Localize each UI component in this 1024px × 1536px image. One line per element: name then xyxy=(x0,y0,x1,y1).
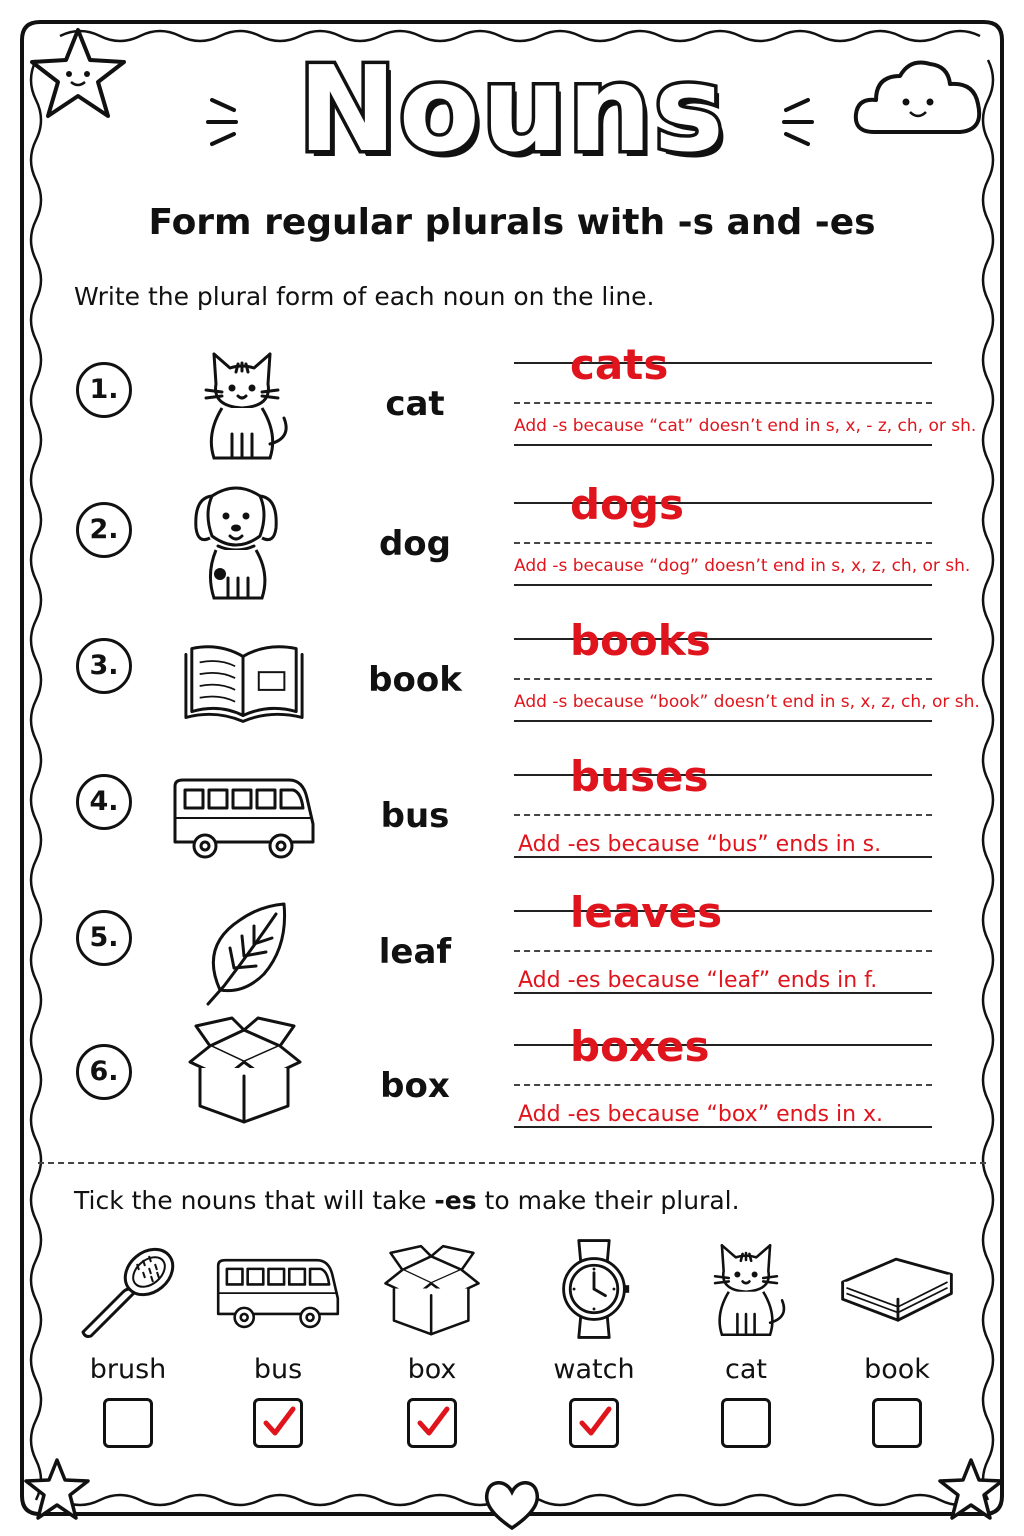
tick-checkbox[interactable] xyxy=(407,1398,457,1448)
heart-icon xyxy=(480,1476,544,1532)
cat-icon xyxy=(703,1228,789,1344)
tick-instructions: Tick the nouns that will take -es to make their plural. xyxy=(74,1186,740,1215)
noun-word: dog xyxy=(378,524,452,564)
guide-line xyxy=(514,814,932,816)
base-line xyxy=(514,1126,932,1128)
answer-text[interactable]: leaves xyxy=(570,888,723,937)
box-icon xyxy=(377,1244,487,1342)
page-subtitle: Form regular plurals with -s and -es xyxy=(148,202,876,243)
item-number: 6. xyxy=(76,1044,132,1100)
guide-line xyxy=(514,542,932,544)
answer-text[interactable]: dogs xyxy=(570,480,684,529)
cat-icon xyxy=(192,334,292,468)
tick-checkbox[interactable] xyxy=(253,1398,303,1448)
tick-label: box xyxy=(407,1354,457,1385)
closed-book-icon xyxy=(835,1240,959,1330)
instructions: Write the plural form of each noun on the line. xyxy=(74,282,655,311)
tick-label: book xyxy=(864,1354,930,1385)
page-title: Nouns xyxy=(297,40,727,178)
guide-line xyxy=(514,1084,932,1086)
guide-line xyxy=(514,402,932,404)
item-number: 1. xyxy=(76,362,132,418)
tick-label: watch xyxy=(553,1354,635,1385)
brush-icon xyxy=(73,1240,183,1344)
checkmark-icon xyxy=(576,1403,614,1441)
explanation-text: Add -s because “dog” doesn’t end in s, x, z, ch, or sh. xyxy=(514,556,971,576)
answer-text[interactable]: buses xyxy=(570,752,709,801)
answer-text[interactable]: boxes xyxy=(570,1022,710,1071)
bus-icon xyxy=(213,1254,343,1338)
leaf-icon xyxy=(200,896,290,1010)
noun-word: leaf xyxy=(378,932,452,972)
section-divider xyxy=(38,1162,986,1164)
base-line xyxy=(514,444,932,446)
tick-checkbox[interactable] xyxy=(569,1398,619,1448)
open-book-icon xyxy=(180,638,308,732)
item-number: 3. xyxy=(76,638,132,694)
tick-checkbox[interactable] xyxy=(103,1398,153,1448)
noun-word: bus xyxy=(380,796,450,836)
explanation-text: Add -es because “leaf” ends in f. xyxy=(518,968,878,993)
explanation-text: Add -es because “box” ends in x. xyxy=(518,1102,884,1127)
tick-checkbox[interactable] xyxy=(872,1398,922,1448)
checkmark-icon xyxy=(260,1403,298,1441)
noun-word: book xyxy=(368,660,462,700)
item-number: 2. xyxy=(76,502,132,558)
watch-icon xyxy=(556,1236,632,1346)
star-bottom-right-icon xyxy=(936,1456,1006,1522)
item-number: 5. xyxy=(76,910,132,966)
dog-icon xyxy=(186,474,286,608)
guide-line xyxy=(514,950,932,952)
base-line xyxy=(514,720,932,722)
checkmark-icon xyxy=(414,1403,452,1441)
base-line xyxy=(514,992,932,994)
tick-label: bus xyxy=(253,1354,303,1385)
explanation-text: Add -s because “cat” doesn’t end in s, x, - z, ch, or sh. xyxy=(514,416,977,436)
bus-icon xyxy=(168,774,320,868)
base-line xyxy=(514,856,932,858)
tick-label: brush xyxy=(89,1354,167,1385)
noun-word: cat xyxy=(385,384,445,424)
answer-text[interactable]: cats xyxy=(570,340,669,389)
base-line xyxy=(514,584,932,586)
tick-checkbox[interactable] xyxy=(721,1398,771,1448)
noun-word: box xyxy=(380,1066,450,1106)
tick-label: cat xyxy=(725,1354,767,1385)
guide-line xyxy=(514,678,932,680)
star-bottom-left-icon xyxy=(22,1456,92,1522)
explanation-text: Add -s because “book” doesn’t end in s, x, z, ch, or sh. xyxy=(514,692,980,712)
box-icon xyxy=(180,1016,310,1130)
item-number: 4. xyxy=(76,774,132,830)
answer-text[interactable]: books xyxy=(570,616,711,665)
explanation-text: Add -es because “bus” ends in s. xyxy=(518,832,882,857)
